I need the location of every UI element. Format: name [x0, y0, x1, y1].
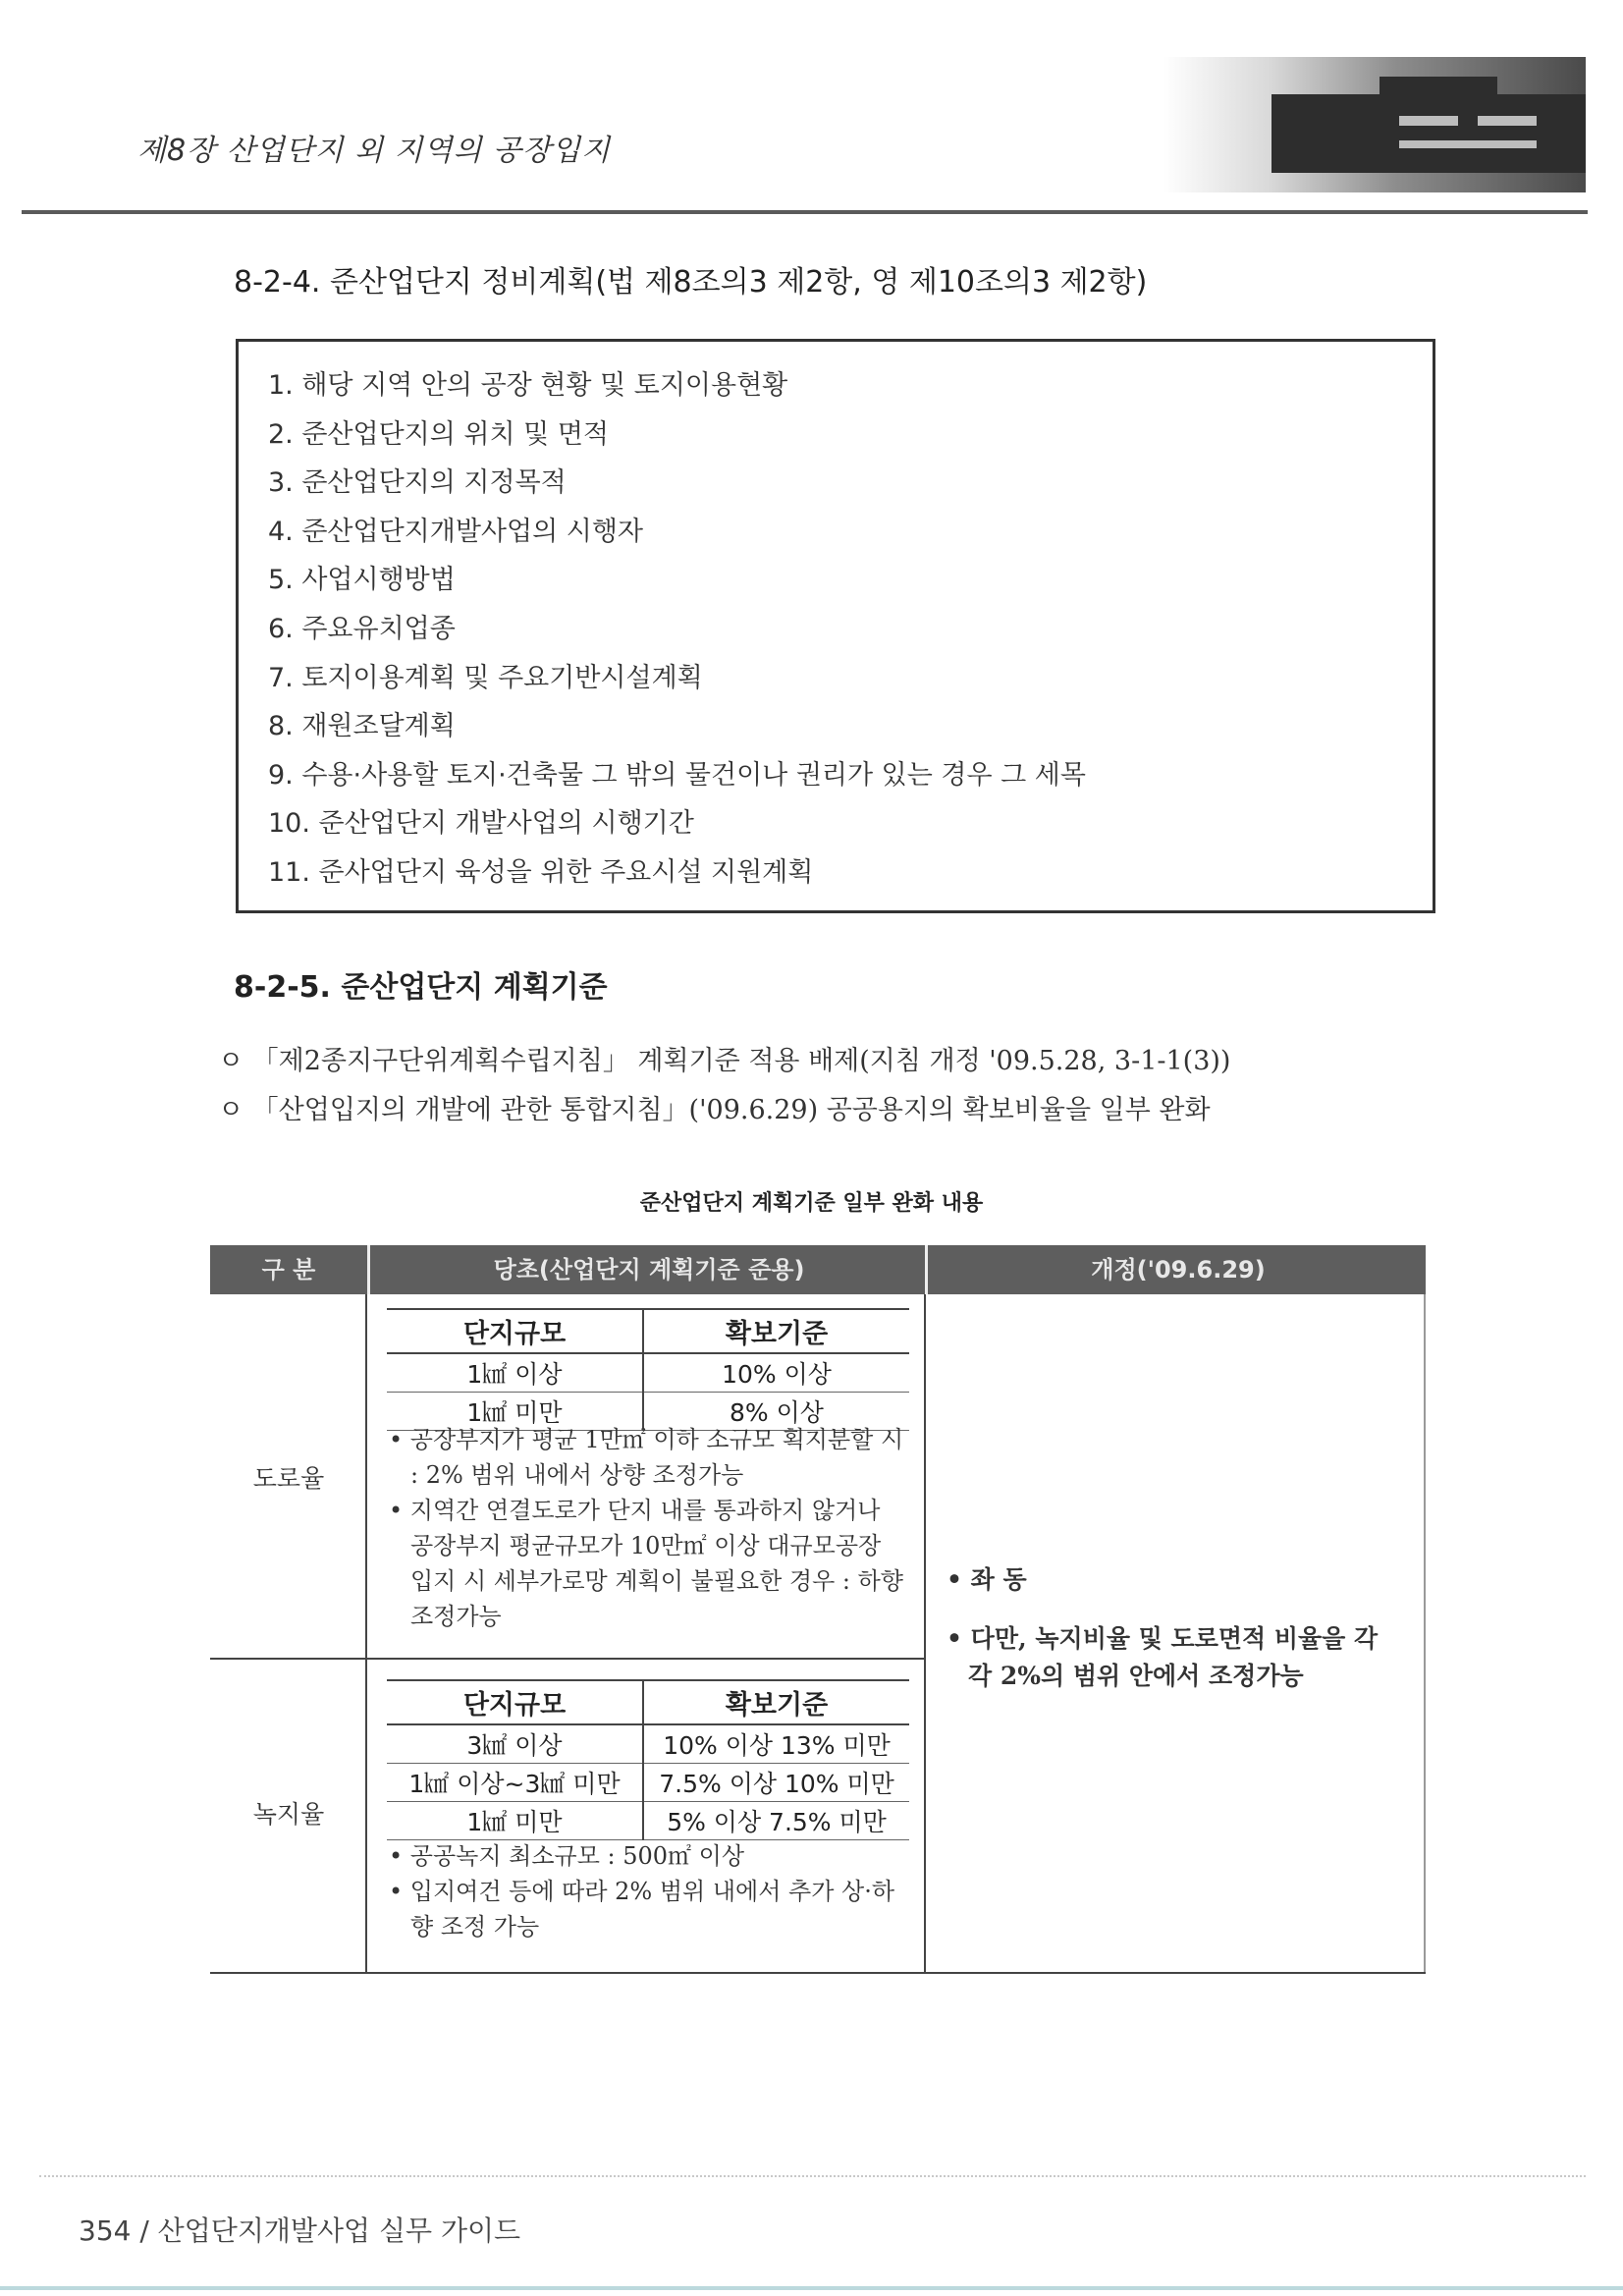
- list-item: 9. 수용·사용할 토지·건축물 그 밖의 물건이나 권리가 있는 경우 그 세목: [268, 759, 1086, 791]
- green-notes: [389, 1838, 909, 1944]
- subheader-size: 단지규모: [387, 1309, 643, 1353]
- table-row: 1㎢ 이상 10% 이상: [387, 1353, 909, 1393]
- column-divider: [924, 1294, 926, 1974]
- table-caption: 준산업단지 계획기준 일부 완화 내용: [639, 1191, 984, 1216]
- row-label-green: 녹지율: [252, 1800, 325, 1829]
- row-label-road: 도로율: [252, 1464, 325, 1493]
- subheader-size: 단지규모: [387, 1680, 643, 1724]
- list-item: 5. 사업시행방법: [268, 565, 456, 596]
- section-title-8-2-4: 8-2-4. 준산업단지 정비계획(법 제8조의3 제2항, 영 제10조의3 제2항): [234, 265, 1148, 300]
- column-divider: [365, 1294, 367, 1974]
- note-item: • 공공녹지 최소규모 : 500㎡ 이상: [389, 1842, 745, 1870]
- table-row: 3㎢ 이상 10% 이상 13% 미만: [387, 1724, 909, 1764]
- note-item: • 좌 동: [947, 1565, 1027, 1594]
- list-item: 2. 준산업단지의 위치 및 면적: [268, 418, 609, 450]
- road-notes: [389, 1422, 909, 1634]
- list-item: 7. 토지이용계획 및 주요기반시설계획: [268, 662, 703, 693]
- road-subtable: [387, 1308, 909, 1431]
- footer-divider: [39, 2175, 1586, 2177]
- list-item: 6. 주요유치업종: [268, 613, 456, 644]
- page-footer: 354 / 산업단지개발사업 실무 가이드: [79, 2214, 521, 2247]
- table-row: 1㎢ 미만 8% 이상: [387, 1393, 909, 1431]
- table-row: 1㎢ 이상~3㎢ 미만 7.5% 이상 10% 미만: [387, 1764, 909, 1802]
- list-item: 3. 준산업단지의 지정목적: [268, 467, 567, 499]
- note-item: • 입지여건 등에 따라 2% 범위 내에서 추가 상·하향 조정 가능: [389, 1878, 895, 1941]
- bullet-line: ㅇ 「제2종지구단위계획수립지침」 계획기준 적용 배제(지침 개정 '09.5.28, 3-1-1(3)): [218, 1046, 1231, 1076]
- subheader-standard: 확보기준: [643, 1680, 909, 1724]
- note-item: • 다만, 녹지비율 및 도로면적 비율을 각각 2%의 범위 안에서 조정가능: [947, 1624, 1379, 1690]
- header-category: 구 분: [261, 1256, 316, 1284]
- list-item: 8. 재원조달계획: [268, 711, 456, 742]
- criteria-table: [210, 1245, 1426, 1974]
- note-item: • 지역간 연결도로가 단지 내를 통과하지 않거나 공장부지 평균규모가 10만㎡ 이상 대규모공장 입지 시 세부가로망 계획이 불필요한 경우 : 하향 조정가능: [389, 1497, 903, 1630]
- header-building-photo: [1163, 57, 1586, 192]
- plan-items-box: [236, 339, 1435, 913]
- row-divider: [210, 1658, 925, 1660]
- revised-notes: [947, 1561, 1398, 1695]
- list-item: 1. 해당 지역 안의 공장 현황 및 토지이용현황: [268, 370, 788, 401]
- list-item: 11. 준사업단지 육성을 위한 주요시설 지원계획: [268, 856, 814, 888]
- list-item: 4. 준산업단지개발사업의 시행자: [268, 516, 643, 547]
- section-title-8-2-5: 8-2-5. 준산업단지 계획기준: [234, 970, 608, 1005]
- note-item: • 공장부지가 평균 1만㎡ 이하 소규모 획지분할 시 : 2% 범위 내에서 상향 조정가능: [389, 1426, 904, 1489]
- green-subtable: [387, 1679, 909, 1840]
- chapter-title: 제8장 산업단지 외 지역의 공장입지: [137, 134, 611, 168]
- plan-items-list: [239, 342, 1433, 898]
- list-item: 10. 준산업단지 개발사업의 시행기간: [268, 808, 694, 840]
- header-divider: [22, 210, 1588, 214]
- header-revised: 개정('09.6.29): [925, 1245, 1429, 1294]
- table-right-border: [1424, 1294, 1426, 1974]
- subheader-standard: 확보기준: [643, 1309, 909, 1353]
- table-row: 1㎢ 미만 5% 이상 7.5% 미만: [387, 1802, 909, 1840]
- footer-bar: [0, 2286, 1623, 2290]
- bullet-line: ㅇ 「산업입지의 개발에 관한 통합지침」('09.6.29) 공공용지의 확보비율을 일부 완화: [218, 1095, 1211, 1125]
- header-original: 당초(산업단지 계획기준 준용): [367, 1245, 928, 1294]
- table-header-row: [210, 1245, 1426, 1294]
- table-bottom-border: [210, 1972, 1426, 1974]
